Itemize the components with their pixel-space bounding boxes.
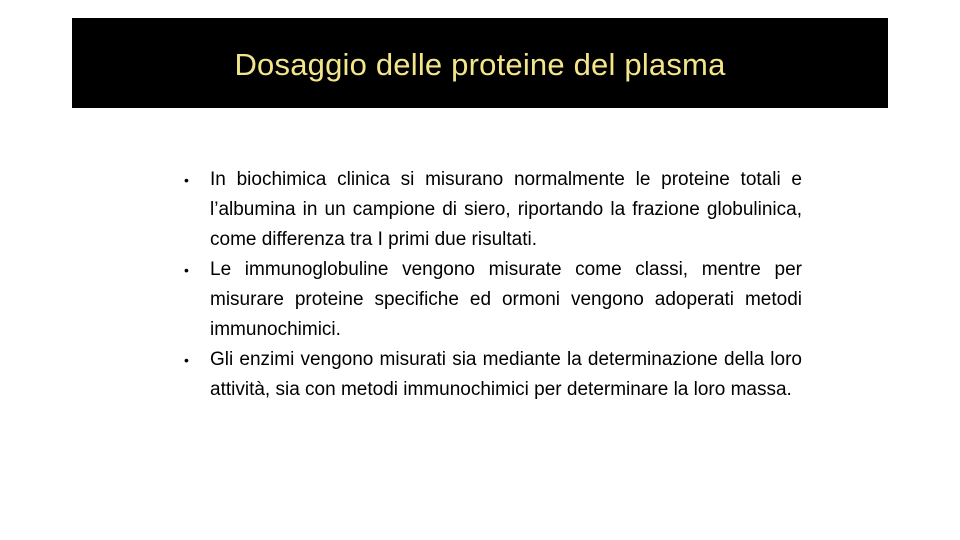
bullet-text: Gli enzimi vengono misurati sia mediante la determinazione della loro attività, sia con metodi immunochimici per determinare la loro massa.: [210, 349, 802, 400]
title-bar: [72, 18, 888, 108]
bullet-text: Le immunoglobuline vengono misurate come classi, mentre per misurare proteine specifiche ed ormoni vengono adoperati metodi immunochimici.: [210, 259, 802, 340]
bullet-icon: •: [184, 352, 189, 368]
bullet-icon: •: [184, 172, 189, 188]
bullet-item-3: [184, 345, 802, 405]
slide-title: Dosaggio delle proteine del plasma: [234, 46, 726, 82]
bullet-item-2: [184, 255, 802, 345]
bullet-text: In biochimica clinica si misurano normalmente le proteine totali e l’albumina in un campione di siero, riportando la frazione globulinica, come differenza tra I primi due risultati.: [210, 169, 802, 250]
bullet-list: [184, 165, 802, 405]
bullet-item-1: [184, 165, 802, 255]
bullet-icon: •: [184, 262, 189, 278]
